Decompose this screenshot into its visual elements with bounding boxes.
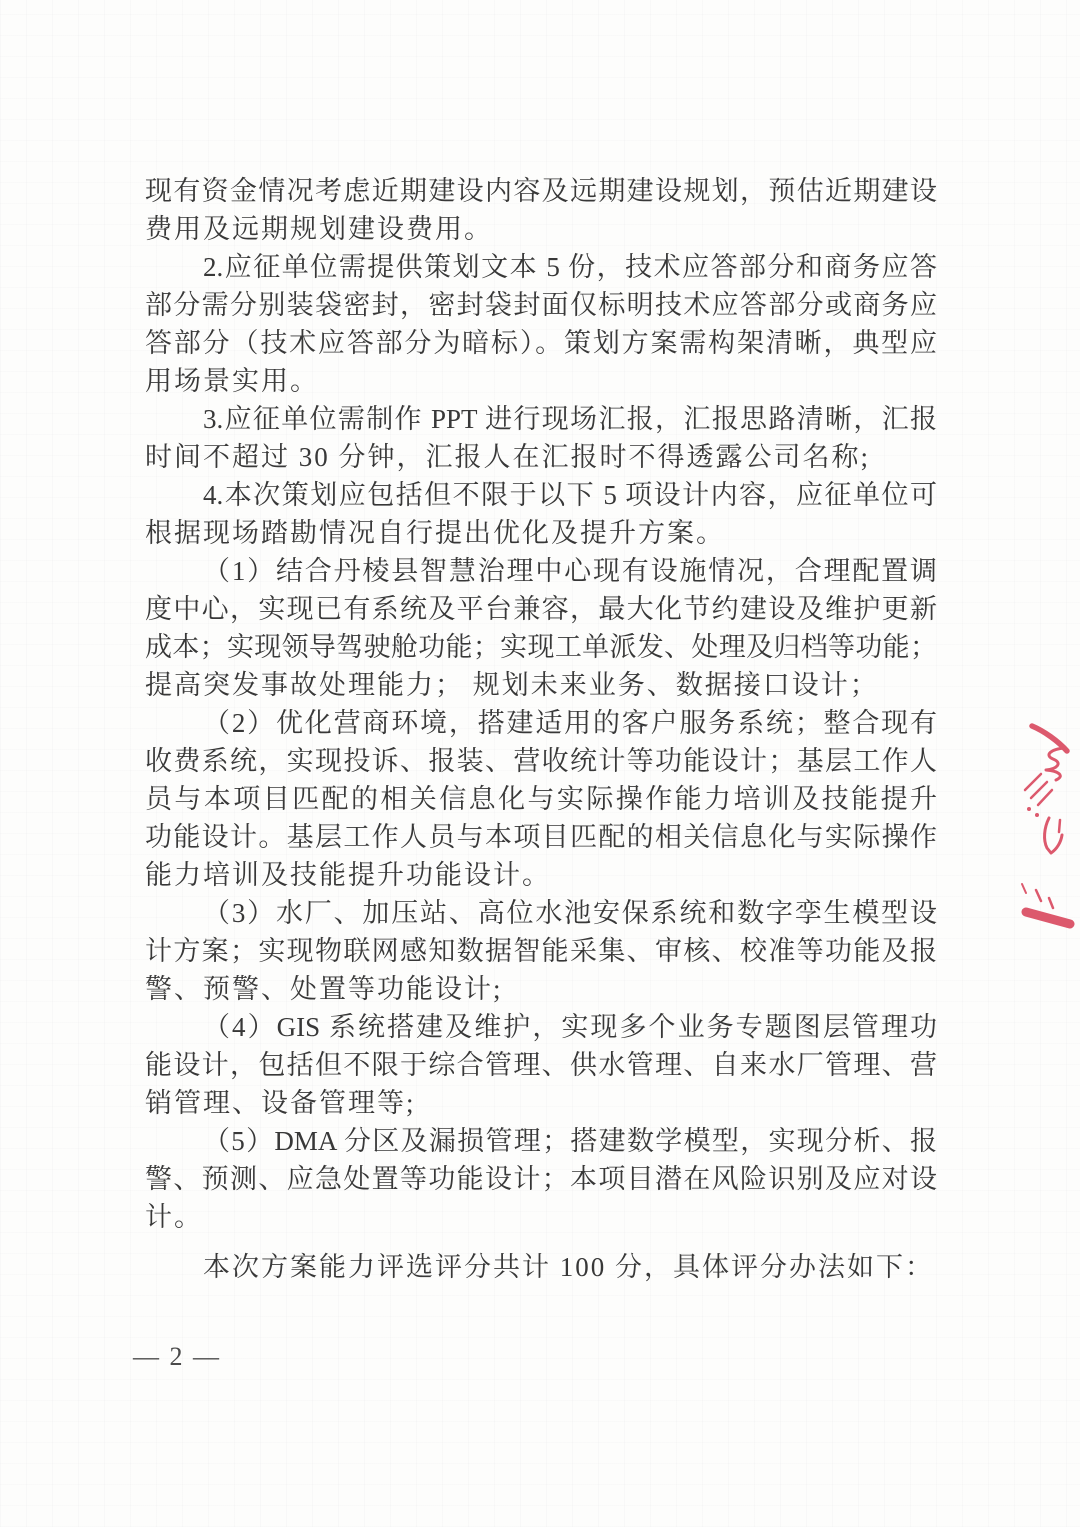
text-line: 现有资金情况考虑近期建设内容及远期建设规划，预估近期建设 — [145, 176, 937, 206]
text-line: 警、预警、处置等功能设计; — [145, 974, 503, 1004]
text-line: （4）GIS 系统搭建及维护，实现多个业务专题图层管理功 — [203, 1012, 937, 1042]
text-line: 警、预测、应急处置等功能设计；本项目潜在风险识别及应对设 — [145, 1164, 937, 1194]
text-line: 度中心，实现已有系统及平台兼容，最大化节约建设及维护更新 — [145, 594, 937, 624]
text-line: （1）结合丹棱县智慧治理中心现有设施情况，合理配置调 — [203, 556, 937, 586]
text-line: 能力培训及技能提升功能设计。 — [145, 860, 551, 890]
text-line: 4.本次策划应包括但不限于以下 5 项设计内容，应征单位可 — [203, 480, 937, 510]
text-line: 2.应征单位需提供策划文本 5 份，技术应答部分和商务应答 — [203, 252, 937, 282]
text-line: 时间不超过 30 分钟，汇报人在汇报时不得透露公司名称; — [145, 442, 871, 472]
text-line: 答部分（技术应答部分为暗标）。策划方案需构架清晰，典型应 — [145, 328, 937, 358]
red-ink-signature-strokes — [1010, 714, 1080, 934]
text-line: 员与本项目匹配的相关信息化与实际操作能力培训及技能提升 — [145, 784, 937, 814]
text-line: 销管理、设备管理等; — [145, 1088, 416, 1118]
text-line: 计。 — [145, 1202, 203, 1232]
document-body — [145, 172, 937, 1286]
text-line: 部分需分别装袋密封，密封袋封面仅标明技术应答部分或商务应 — [145, 290, 937, 320]
text-line: （5）DMA 分区及漏损管理；搭建数学模型，实现分析、报 — [203, 1126, 937, 1156]
text-line: 提高突发事故处理能力； 规划未来业务、数据接口设计； — [145, 670, 879, 700]
text-line: 功能设计。基层工作人员与本项目匹配的相关信息化与实际操作 — [145, 822, 937, 852]
text-line: 3.应征单位需制作 PPT 进行现场汇报，汇报思路清晰，汇报 — [203, 404, 937, 434]
text-line: 根据现场踏勘情况自行提出优化及提升方案。 — [145, 518, 725, 548]
page-number: — 2 — — [133, 1342, 221, 1371]
text-line: 计方案；实现物联网感知数据智能采集、审核、校准等功能及报 — [145, 936, 937, 966]
text-line: 费用及远期规划建设费用。 — [145, 214, 493, 244]
text-line: （2）优化营商环境，搭建适用的客户服务系统；整合现有 — [203, 708, 937, 738]
text-line: 用场景实用。 — [145, 366, 319, 396]
red-ink-signature — [1010, 714, 1080, 934]
text-line: （3）水厂、加压站、高位水池安保系统和数字孪生模型设 — [203, 898, 937, 928]
text-line: 能设计，包括但不限于综合管理、供水管理、自来水厂管理、营 — [145, 1050, 937, 1080]
text-line: 收费系统，实现投诉、报装、营收统计等功能设计；基层工作人 — [145, 746, 937, 776]
text-line: 本次方案能力评选评分共计 100 分，具体评分办法如下： — [203, 1252, 934, 1282]
text-line: 成本；实现领导驾驶舱功能；实现工单派发、处理及归档等功能； — [145, 632, 937, 662]
